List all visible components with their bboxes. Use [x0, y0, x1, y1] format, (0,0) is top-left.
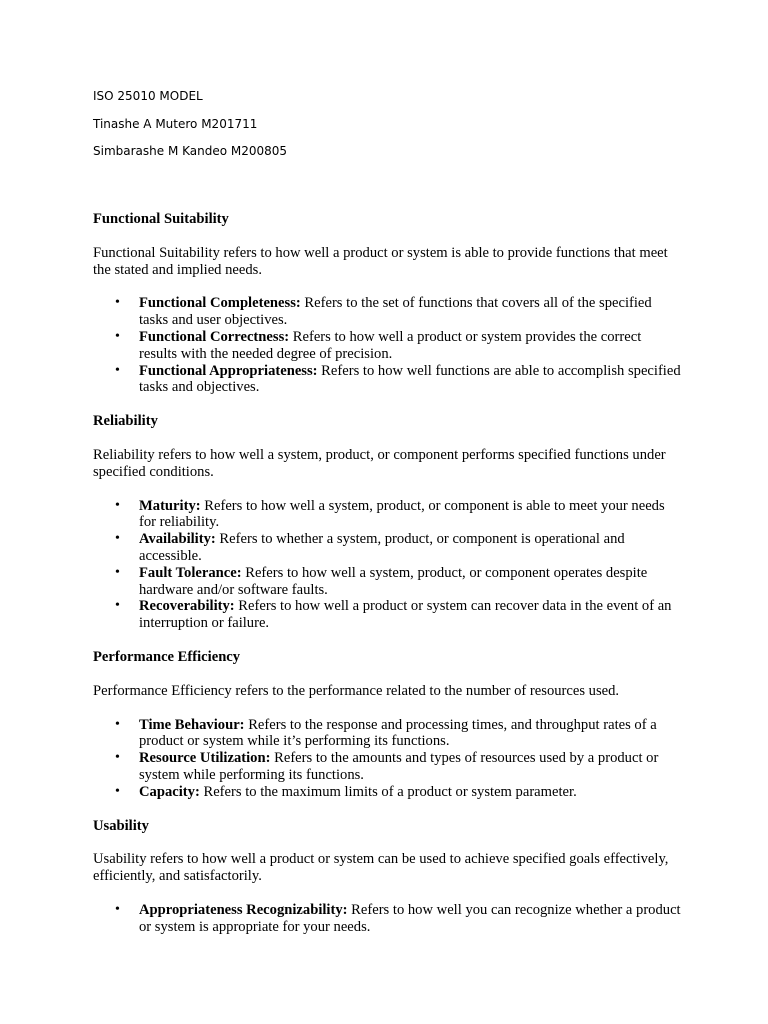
list-item	[115, 716, 683, 751]
list-item-term: Functional Completeness:	[139, 295, 301, 312]
list-item-text: Refers to the set of functions that covers all of the specified tasks and user objectives.	[139, 295, 652, 329]
section-heading-reliability: Reliability	[93, 413, 158, 430]
section-intro: Reliability refers to how well a system, product, or component performs specified functions under specified conditions.	[93, 446, 666, 480]
list-item-text: Refers to how well a product or system provides the correct results with the needed degree of precision.	[139, 328, 642, 362]
list-item-text: Refers to the amounts and types of resources used by a product or system while performing its functions.	[139, 750, 659, 783]
list-item	[115, 295, 683, 329]
list-item	[115, 783, 683, 801]
author-line-2: Simbarashe M Kandeo M200805	[93, 144, 288, 158]
list-item-text: Refers to the response and processing times, and throughput rates of a product or system while it’s performing its functions.	[139, 716, 657, 750]
document-title: ISO 25010 MODEL	[93, 89, 203, 103]
list-item	[115, 531, 683, 565]
bullet-icon: •	[115, 564, 120, 580]
section-heading-functional-suitability: Functional Suitability	[93, 211, 229, 227]
list-item-term: Appropriateness Recognizability:	[139, 901, 348, 918]
bullet-icon: •	[115, 328, 120, 344]
list-item-text: Refers to how well a system, product, or component operates despite hardware and/or software faults.	[139, 564, 648, 598]
list-item	[115, 497, 683, 532]
bullet-icon: •	[115, 716, 120, 732]
list-item	[115, 901, 683, 936]
bullet-list	[93, 498, 683, 632]
bullet-icon: •	[115, 901, 120, 917]
list-item-text: Refers to how well you can recognize whether a product or system is appropriate for your needs.	[139, 901, 681, 935]
list-item	[115, 564, 683, 599]
bullet-icon: •	[115, 783, 120, 799]
list-item	[115, 328, 683, 363]
section-intro: Performance Efficiency refers to the performance related to the number of resources used.	[93, 682, 620, 699]
list-item-text: Refers to whether a system, product, or component is operational and accessible.	[139, 531, 625, 564]
list-item-term: Capacity:	[139, 783, 200, 800]
bullet-icon: •	[115, 531, 120, 547]
bullet-list	[93, 717, 683, 801]
section-heading-usability: Usability	[93, 817, 149, 834]
bullet-list	[93, 902, 683, 936]
bullet-icon: •	[115, 362, 120, 378]
section-heading-performance-efficiency: Performance Efficiency	[93, 648, 241, 665]
list-item-text: Refers to how well a system, product, or component is able to meet your needs for reliability.	[139, 497, 665, 531]
list-item-term: Functional Correctness:	[139, 328, 290, 345]
document-body	[93, 207, 683, 936]
section-intro: Functional Suitability refers to how well a product or system is able to provide functions that meet the stated and implied needs.	[93, 244, 668, 278]
list-item-term: Time Behaviour:	[139, 716, 245, 733]
bullet-icon: •	[115, 295, 120, 311]
list-item	[115, 598, 683, 632]
bullet-icon: •	[115, 750, 120, 766]
list-item-term: Functional Appropriateness:	[139, 362, 318, 379]
list-item-text: Refers to how well a product or system can recover data in the event of an interruption or failure.	[139, 598, 672, 632]
list-item-term: Availability:	[139, 531, 216, 548]
list-item-text: Refers to the maximum limits of a product or system parameter.	[199, 783, 577, 800]
section-intro: Usability refers to how well a product or system can be used to achieve specified goals effectively, efficiently, and satisfactorily.	[93, 851, 669, 885]
list-item-term: Fault Tolerance:	[139, 564, 242, 581]
list-item-text: Refers to how well functions are able to accomplish specified tasks and objectives.	[139, 362, 681, 396]
author-line-1: Tinashe A Mutero M201711	[93, 117, 258, 131]
list-item-term: Recoverability:	[139, 598, 235, 615]
list-item	[115, 750, 683, 784]
list-item-term: Maturity:	[139, 497, 201, 514]
list-item-term: Resource Utilization:	[139, 750, 271, 767]
bullet-list	[93, 295, 683, 396]
bullet-icon: •	[115, 598, 120, 614]
bullet-icon: •	[115, 497, 120, 513]
list-item	[115, 362, 683, 397]
